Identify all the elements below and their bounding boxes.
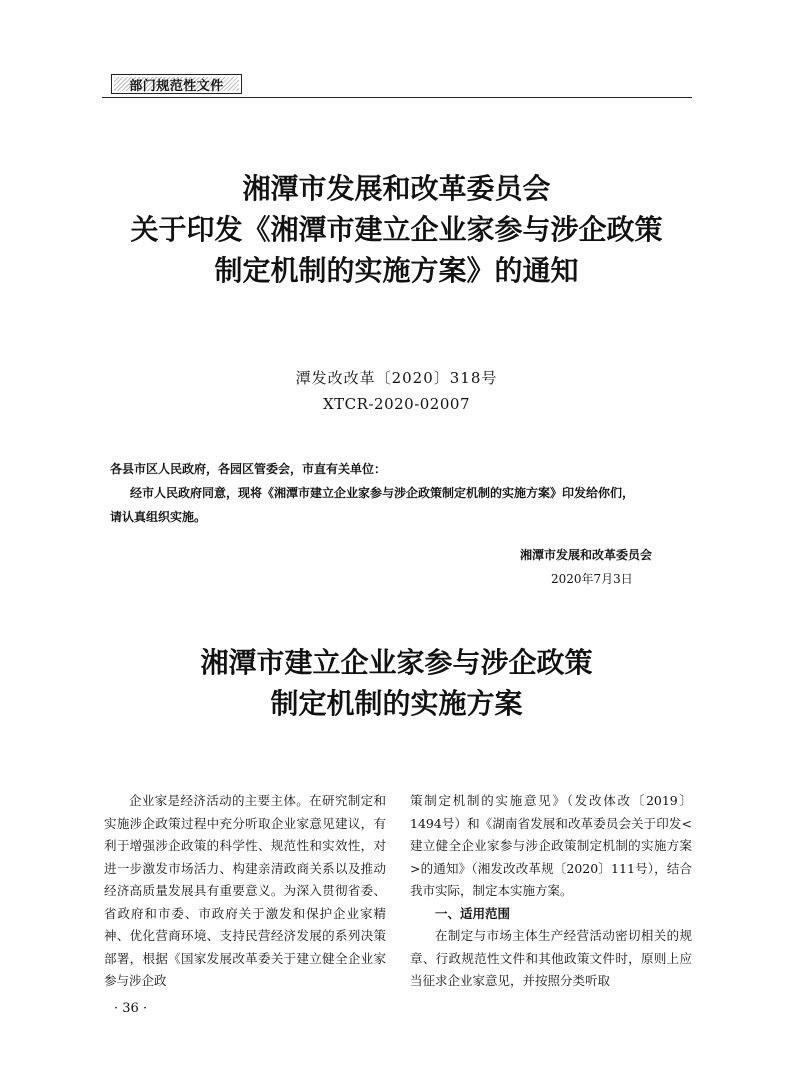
- signature-organization: 湘潭市发展和改革委员会: [520, 548, 653, 562]
- plan-title: [0, 642, 793, 724]
- addressee: 各县市区人民政府，各园区管委会，市直有关单位：: [110, 462, 387, 476]
- notice-title-line-1: 湘潭市发展和改革委员会: [242, 172, 551, 205]
- intro-paragraph: 企业家是经济活动的主要主体。在研究制定和实施涉企政策过程中充分听取企业家意见建议，有利于增强涉企政策的科学性、规范性和实效性，对进一步激发市场活力、构建亲清政商关系以及推动经济高质量发展具有重要意义。为深入贯彻省委、省政府和市委、市政府关于激发和保护企业家精神、优化营商环境、支持民营经济发展的系列决策部署，根据《国家发展改革委关于建立健全企业家参与涉企政: [104, 793, 386, 988]
- header-divider: [102, 97, 692, 98]
- category-label: 部门规范性文件: [129, 78, 224, 94]
- plan-title-line-1: 湘潭市建立企业家参与涉企政策: [200, 646, 593, 679]
- notice-title-line-2: 关于印发《湘潭市建立企业家参与涉企政策: [130, 213, 663, 246]
- page-number: · 36 ·: [114, 1001, 148, 1016]
- document-category-tag: [111, 74, 242, 94]
- section-heading-scope: 一、适用范围: [435, 905, 511, 921]
- scope-paragraph: 在制定与市场主体生产经营活动密切相关的规章、行政规范性文件和其他政策文件时，原则上应当征求企业家意见，并按照分类听取: [410, 928, 692, 988]
- body-column-right: [410, 790, 692, 993]
- notice-body-line-1: 经市人民政府同意，现将《湘潭市建立企业家参与涉企政策制定机制的实施方案》印发给你们，: [130, 486, 635, 500]
- registration-code: XTCR-2020-02007: [323, 395, 470, 413]
- signature-date: 2020年7月3日: [551, 572, 633, 586]
- notice-title-line-3: 制定机制的实施方案》的通知: [214, 254, 579, 287]
- category-tag-background: [114, 77, 239, 94]
- plan-title-line-2: 制定机制的实施方案: [270, 687, 523, 720]
- notice-body-line-2: 请认真组织实施。: [110, 510, 207, 524]
- document-number: 潭发改改革〔2020〕318号: [295, 369, 498, 387]
- notice-title: [0, 168, 793, 291]
- body-column-left: [104, 790, 386, 993]
- intro-paragraph-continued: 策制定机制的实施意见》（发改体改〔2019〕1494号）和《湖南省发展和改革委员会关于印发<建立健全企业家参与涉企政策制定机制的实施方案>的通知》（湘发改改革规〔2020〕111号），结合我市实际，制定本实施方案。: [410, 793, 692, 898]
